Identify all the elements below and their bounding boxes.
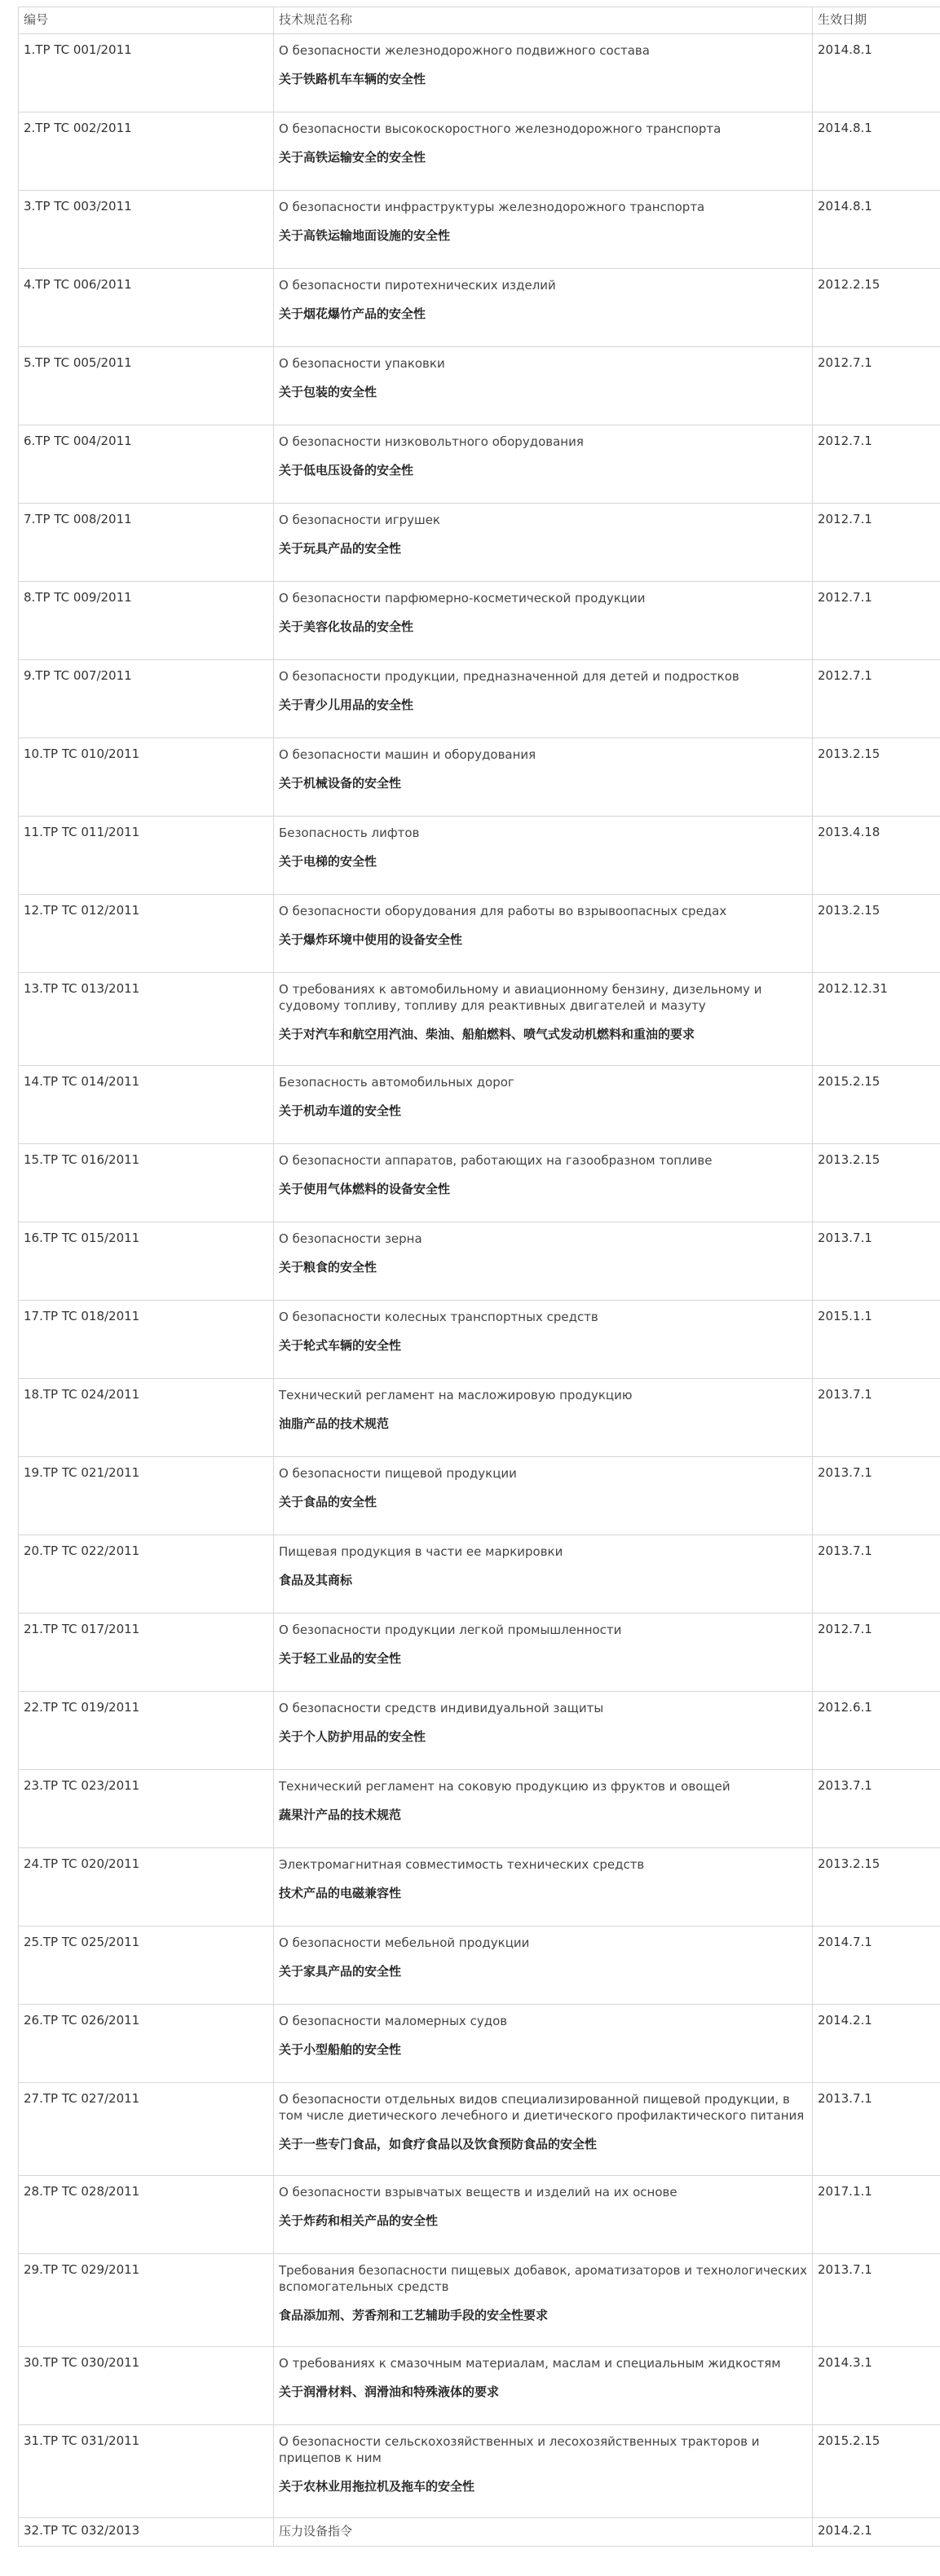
regulation-name-russian: Требования безопасности пищевых добавок, ароматизаторов и технологических вспомогательных средств [279,2263,807,2294]
regulation-code: 15.TP TC 016/2011 [19,1144,274,1222]
table-row [19,895,940,973]
regulation-code: 24.TP TC 020/2011 [19,1848,274,1926]
regulation-code: 14.TP TC 014/2011 [19,1066,274,1144]
regulations-table [18,7,940,2547]
regulation-name-cell [274,1379,813,1457]
regulation-name-chinese: 关于炸药和相关产品的安全性 [279,2213,439,2228]
regulation-name-russian: Технический регламент на масложировую продукцию [279,1388,633,1402]
regulation-name-russian: О безопасности сельскохозяйственных и лесохозяйственных тракторов и прицепов к ним [279,2434,760,2465]
regulation-code: 18.TP TC 024/2011 [19,1379,274,1457]
table-row [19,1144,940,1222]
regulation-code: 10.TP TC 010/2011 [19,738,274,817]
regulation-code: 22.TP TC 019/2011 [19,1692,274,1770]
regulation-name-russian: О безопасности продукции легкой промышленности [279,1623,622,1637]
regulation-name-russian: О безопасности аппаратов, работающих на газообразном топливе [279,1153,713,1168]
table-row [19,2176,940,2254]
regulation-name-russian: Электромагнитная совместимость технических средств [279,1857,645,1872]
effective-date: 2013.7.1 [813,1535,940,1614]
regulation-name-russian: О безопасности железнодорожного подвижного состава [279,43,650,58]
effective-date: 2013.7.1 [813,1379,940,1457]
regulation-name-russian: О безопасности отдельных видов специализированной пищевой продукции, в том числе диетического лечебного и диетического профилактического питания [279,2092,805,2123]
table-row [19,34,940,112]
table-row [19,2005,940,2083]
regulation-name-chinese: 油脂产品的技术规范 [279,1416,390,1431]
regulation-name-chinese: 关于小型船舶的安全性 [279,2042,402,2057]
regulation-name-russian: О безопасности высокоскоростного железнодорожного транспорта [279,121,722,136]
regulation-name-chinese: 关于轻工业品的安全性 [279,1651,402,1666]
regulation-name-chinese: 关于青少儿用品的安全性 [279,698,414,712]
regulation-name-chinese: 关于包装的安全性 [279,385,377,399]
regulation-name-cell [274,582,813,660]
table-body [19,34,940,2547]
effective-date: 2012.7.1 [813,425,940,504]
regulation-name-cell [274,817,813,895]
regulation-name-chinese: 关于玩具产品的安全性 [279,541,402,556]
regulation-name-chinese: 关于对汽车和航空用汽油、柴油、船舶燃料、喷气式发动机燃料和重油的要求 [279,1027,695,1041]
effective-date: 2012.2.15 [813,269,940,347]
regulation-name-russian: О безопасности инфраструктуры железнодорожного транспорта [279,200,705,214]
regulation-name-russian: О безопасности маломерных судов [279,2014,508,2028]
regulation-code: 26.TP TC 026/2011 [19,2005,274,2083]
regulation-code: 25.TP TC 025/2011 [19,1926,274,2005]
effective-date: 2012.7.1 [813,582,940,660]
table-row [19,660,940,738]
effective-date: 2014.3.1 [813,2347,940,2425]
regulation-name-russian: О безопасности мебельной продукции [279,1935,530,1950]
regulation-name-cell [274,2425,813,2518]
regulation-name-chinese: 关于轮式车辆的安全性 [279,1338,402,1353]
regulation-name-russian: О безопасности зерна [279,1231,422,1246]
regulation-name-cell [274,1301,813,1379]
regulation-name-russian: О безопасности игрушек [279,513,440,527]
column-header-date: 生效日期 [813,7,940,34]
regulation-name-cell [274,1848,813,1926]
regulation-name-russian: О безопасности колесных транспортных средств [279,1310,598,1324]
regulation-name-chinese: 关于高铁运输安全的安全性 [279,150,426,165]
effective-date: 2014.7.1 [813,1926,940,2005]
table-row [19,2254,940,2347]
effective-date: 2012.7.1 [813,660,940,738]
regulation-name-russian: О безопасности продукции, предназначенной для детей и подростков [279,669,739,684]
regulation-name-chinese: 关于粮食的安全性 [279,1260,377,1275]
regulation-code: 1.TP TC 001/2011 [19,34,274,112]
effective-date: 2015.2.15 [813,1066,940,1144]
regulation-name-cell [274,1066,813,1144]
regulation-name-chinese: 关于农林业用拖拉机及拖车的安全性 [279,2479,475,2494]
regulation-name-chinese: 关于电梯的安全性 [279,854,377,869]
regulation-name-chinese: 关于美容化妆品的安全性 [279,619,414,634]
table-row [19,1926,940,2005]
regulation-code: 9.TP TC 007/2011 [19,660,274,738]
regulation-name-cell [274,1770,813,1848]
regulation-name-chinese: 关于机械设备的安全性 [279,776,402,790]
table-row [19,347,940,425]
table-row [19,112,940,191]
effective-date: 2014.2.1 [813,2005,940,2083]
regulation-name-cell [274,1457,813,1535]
table-row [19,269,940,347]
regulation-name-cell [274,425,813,504]
regulation-name-cell [274,34,813,112]
effective-date: 2014.8.1 [813,34,940,112]
regulation-name-cell [274,347,813,425]
regulation-code: 8.TP TC 009/2011 [19,582,274,660]
regulation-name-cell [274,191,813,269]
regulation-name-russian: О безопасности машин и оборудования [279,747,536,762]
regulation-name-chinese: 关于爆炸环境中使用的设备安全性 [279,932,463,947]
regulation-code: 16.TP TC 015/2011 [19,1222,274,1301]
regulation-name-cell [274,1614,813,1692]
effective-date: 2013.2.15 [813,738,940,817]
table-row [19,191,940,269]
effective-date: 2012.7.1 [813,1614,940,1692]
regulation-name-chinese: 技术产品的电磁兼容性 [279,1886,402,1900]
regulation-code: 4.TP TC 006/2011 [19,269,274,347]
effective-date: 2014.2.1 [813,2518,940,2547]
regulation-code: 5.TP TC 005/2011 [19,347,274,425]
regulation-code: 3.TP TC 003/2011 [19,191,274,269]
regulation-name-cell [274,2347,813,2425]
regulation-name-cell [274,2083,813,2176]
table-row [19,582,940,660]
table-row [19,973,940,1066]
effective-date: 2014.8.1 [813,191,940,269]
regulation-name-cell [274,660,813,738]
regulation-name-cell [274,2518,813,2547]
regulation-code: 28.TP TC 028/2011 [19,2176,274,2254]
regulation-name-cell [274,1144,813,1222]
regulation-name-chinese: 关于食品的安全性 [279,1495,377,1509]
table-row [19,1535,940,1614]
regulation-name-chinese: 关于低电压设备的安全性 [279,463,414,478]
effective-date: 2013.7.1 [813,2254,940,2347]
regulation-name-russian: Пищевая продукция в части ее маркировки [279,1544,563,1559]
table-row [19,2347,940,2425]
regulation-name-cell [274,2254,813,2347]
regulation-name-chinese: 食品及其商标 [279,1573,353,1587]
regulation-name-chinese: 关于烟花爆竹产品的安全性 [279,306,426,321]
table-row [19,1770,940,1848]
regulation-code: 30.TP TC 030/2011 [19,2347,274,2425]
effective-date: 2013.7.1 [813,1457,940,1535]
regulation-name-cell [274,738,813,817]
regulation-name-chinese: 食品添加剂、芳香剂和工艺辅助手段的安全性要求 [279,2308,549,2323]
table-row [19,817,940,895]
regulation-code: 11.TP TC 011/2011 [19,817,274,895]
table-row [19,2083,940,2176]
regulation-name-russian: Безопасность автомобильных дорог [279,1075,514,1090]
effective-date: 2013.7.1 [813,2083,940,2176]
regulation-code: 13.TP TC 013/2011 [19,973,274,1066]
regulation-code: 12.TP TC 012/2011 [19,895,274,973]
regulation-name-cell [274,1535,813,1614]
effective-date: 2013.4.18 [813,817,940,895]
column-header-name: 技术规范名称 [274,7,813,34]
regulation-name-cell [274,1926,813,2005]
regulation-code: 21.TP TC 017/2011 [19,1614,274,1692]
effective-date: 2015.2.15 [813,2425,940,2518]
regulation-code: 20.TP TC 022/2011 [19,1535,274,1614]
regulation-name-chinese: 蔬果汁产品的技术规范 [279,1808,402,1822]
regulation-name-chinese: 关于高铁运输地面设施的安全性 [279,228,451,243]
regulation-code: 23.TP TC 023/2011 [19,1770,274,1848]
regulation-name-russian: О безопасности пищевой продукции [279,1466,517,1481]
regulation-name-cell [274,973,813,1066]
regulation-name-cell [274,504,813,582]
regulation-name-russian: Технический регламент на соковую продукцию из фруктов и овощей [279,1779,730,1794]
regulation-name-cell [274,1222,813,1301]
table-header-row [19,7,940,34]
effective-date: 2014.8.1 [813,112,940,191]
regulation-code: 32.TP TC 032/2013 [19,2518,274,2547]
table-row [19,738,940,817]
table-row [19,1066,940,1144]
regulation-name-chinese: 关于使用气体燃料的设备安全性 [279,1182,451,1196]
regulation-name-russian: О безопасности пиротехнических изделий [279,278,556,293]
regulation-name-russian: О безопасности оборудования для работы во взрывоопасных средах [279,904,727,918]
regulation-code: 31.TP TC 031/2011 [19,2425,274,2518]
table-row [19,504,940,582]
effective-date: 2013.2.15 [813,1848,940,1926]
regulation-code: 17.TP TC 018/2011 [19,1301,274,1379]
table-row [19,1379,940,1457]
table-row [19,2518,940,2547]
effective-date: 2013.7.1 [813,1222,940,1301]
effective-date: 2012.12.31 [813,973,940,1066]
regulation-code: 19.TP TC 021/2011 [19,1457,274,1535]
regulation-code: 6.TP TC 004/2011 [19,425,274,504]
column-header-code: 编号 [19,7,274,34]
regulation-name-cell [274,269,813,347]
regulation-code: 7.TP TC 008/2011 [19,504,274,582]
effective-date: 2012.6.1 [813,1692,940,1770]
regulation-name-chinese: 关于润滑材料、润滑油和特殊液体的要求 [279,2384,500,2399]
table-row [19,1848,940,1926]
regulation-name-russian: О безопасности взрывчатых веществ и изделий на их основе [279,2185,677,2200]
table-row [19,425,940,504]
regulation-code: 27.TP TC 027/2011 [19,2083,274,2176]
regulation-name-chinese: 关于家具产品的安全性 [279,1964,402,1979]
regulation-name-russian: О требованиях к автомобильному и авиационному бензину, дизельному и судовому топливу, топливу для реактивных двигателей и мазуту [279,982,762,1013]
table-row [19,1457,940,1535]
table-row [19,2425,940,2518]
regulation-code: 2.TP TC 002/2011 [19,112,274,191]
regulation-name-cell [274,1692,813,1770]
table-row [19,1692,940,1770]
table-row [19,1301,940,1379]
regulation-name-russian: О требованиях к смазочным материалам, маслам и специальным жидкостям [279,2356,781,2371]
effective-date: 2013.2.15 [813,1144,940,1222]
regulation-name-chinese: 关于个人防护用品的安全性 [279,1729,426,1744]
effective-date: 2013.7.1 [813,1770,940,1848]
regulation-name-cell [274,2176,813,2254]
regulation-name-russian: О безопасности упаковки [279,356,445,371]
regulation-name-cell [274,895,813,973]
table-row [19,1222,940,1301]
effective-date: 2012.7.1 [813,347,940,425]
regulation-name-russian: О безопасности средств индивидуальной защиты [279,1701,604,1715]
regulation-name-chinese: 关于机动车道的安全性 [279,1103,402,1118]
effective-date: 2012.7.1 [813,504,940,582]
regulation-name-chinese: 关于一些专门食品，如食疗食品以及饮食预防食品的安全性 [279,2137,598,2151]
table-row [19,1614,940,1692]
regulation-name-russian: 压力设备指令 [279,2524,353,2539]
effective-date: 2013.2.15 [813,895,940,973]
regulation-code: 29.TP TC 029/2011 [19,2254,274,2347]
regulation-name-cell [274,112,813,191]
effective-date: 2017.1.1 [813,2176,940,2254]
regulation-name-russian: Безопасность лифтов [279,826,420,840]
regulation-name-russian: О безопасности низковольтного оборудования [279,434,584,449]
regulation-name-cell [274,2005,813,2083]
regulation-name-chinese: 关于铁路机车车辆的安全性 [279,72,426,86]
effective-date: 2015.1.1 [813,1301,940,1379]
regulation-name-russian: О безопасности парфюмерно-косметической продукции [279,591,646,605]
